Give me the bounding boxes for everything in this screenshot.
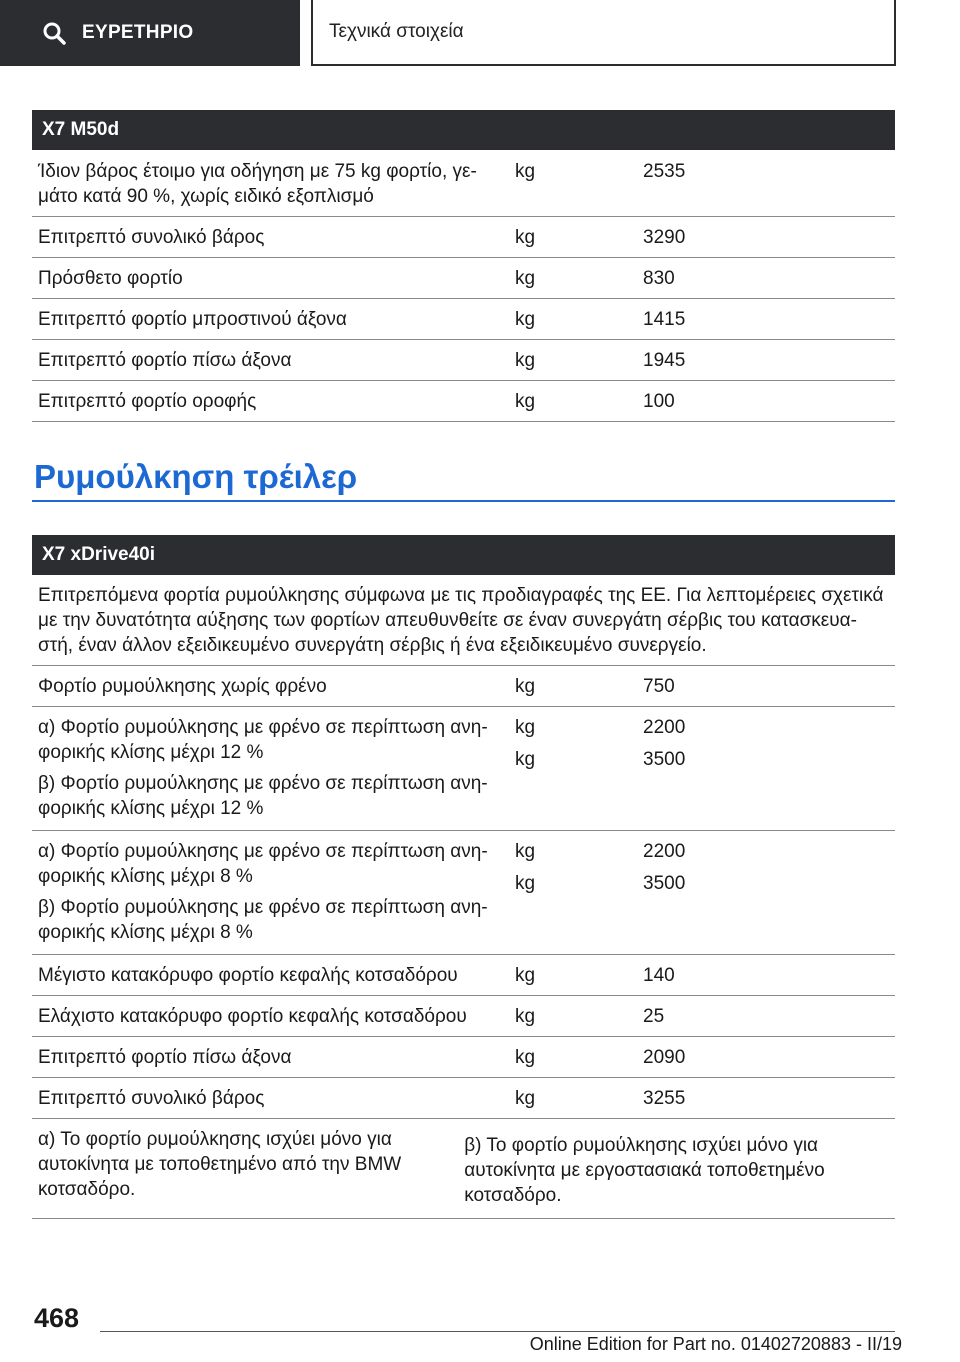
row-label-b: β) Φορτίο ρυμούλκησης με φρένο σε περίπτωση ανη-φορικής κλίσης μέχρι 8 % — [38, 897, 488, 943]
row-label: Επιτρεπτό συνολικό βάρος — [38, 1088, 265, 1109]
row-value: 750 — [643, 676, 675, 697]
row-label: Επιτρεπτό φορτίο μπροστινού άξονα — [38, 309, 347, 330]
row-value: 3290 — [643, 227, 686, 248]
row-unit-a: kg — [515, 717, 536, 738]
row-value: 25 — [643, 1006, 665, 1027]
row-value: 1945 — [643, 350, 686, 371]
weights-table-title: X7 M50d — [32, 110, 895, 150]
row-value-b: 3500 — [643, 873, 686, 894]
row-label-a: α) Φορτίο ρυμούλκησης με φρένο σε περίπτωση ανη-φορικής κλίσης μέχρι 12 % — [38, 717, 488, 763]
row-label: Επιτρεπτό φορτίο οροφής — [38, 391, 257, 412]
row-label: Επιτρεπτό φορτίο πίσω άξονα — [38, 350, 292, 371]
row-unit: kg — [515, 268, 536, 289]
table-row — [32, 381, 895, 422]
row-unit: kg — [515, 1006, 536, 1027]
row-label: Πρόσθετο φορτίο — [38, 268, 183, 289]
index-button[interactable] — [0, 0, 300, 66]
row-value: 100 — [643, 391, 675, 412]
row-value-b: 3500 — [643, 749, 686, 770]
search-icon — [42, 21, 66, 45]
row-label: Επιτρεπτό φορτίο πίσω άξονα — [38, 1047, 292, 1068]
towing-intro — [32, 575, 895, 666]
row-unit-b: kg — [515, 749, 536, 770]
row-unit: kg — [515, 350, 536, 371]
table-row — [32, 340, 895, 381]
row-value-a: 2200 — [643, 717, 686, 738]
table-row — [32, 955, 895, 996]
towing-table — [32, 535, 895, 1219]
note: β) Το φορτίο ρυμούλκησης ισχύει μόνο για αυτοκίνητα με εργοστασιακά τοποθετημένο κοτσαδόρο. — [464, 1135, 825, 1206]
table-row — [32, 666, 895, 707]
row-unit: kg — [515, 676, 536, 697]
row-label: Ελάχιστο κατακόρυφο φορτίο κεφαλής κοτσαδόρου — [38, 1006, 467, 1027]
table-row — [32, 217, 895, 258]
row-label: Επιτρεπτό συνολικό βάρος — [38, 227, 265, 248]
table-row — [32, 258, 895, 299]
row-unit: kg — [515, 1088, 536, 1109]
row-unit: kg — [515, 391, 536, 412]
table-row — [32, 707, 895, 831]
edition-text: Online Edition for Part no. 01402720883 - II/19 — [529, 1334, 902, 1354]
towing-notes — [32, 1119, 895, 1219]
row-value: 1415 — [643, 309, 686, 330]
row-value-a: 2200 — [643, 841, 686, 862]
row-unit: kg — [515, 227, 536, 248]
row-label: Μέγιστο κατακόρυφο φορτίο κεφαλής κοτσαδόρου — [38, 965, 458, 986]
table-row — [32, 150, 895, 217]
towing-table-title: X7 xDrive40i — [32, 535, 895, 575]
section-heading: Ρυμούλκηση τρέιλερ — [32, 458, 895, 502]
row-value: 2090 — [643, 1047, 686, 1068]
row-unit-b: kg — [515, 873, 536, 894]
page-footer — [0, 1295, 960, 1362]
footer-divider — [100, 1331, 895, 1332]
row-value: 2535 — [643, 161, 686, 182]
table-row — [32, 1037, 895, 1078]
index-label: ΕΥΡΕΤΗΡΙΟ — [82, 22, 194, 43]
breadcrumb[interactable] — [311, 0, 896, 66]
table-row — [32, 299, 895, 340]
row-label-b: β) Φορτίο ρυμούλκησης με φρένο σε περίπτωση ανη-φορικής κλίσης μέχρι 12 % — [38, 773, 488, 819]
row-value: 830 — [643, 268, 675, 289]
row-value: 3255 — [643, 1088, 686, 1109]
row-unit: kg — [515, 161, 536, 182]
row-unit: kg — [515, 309, 536, 330]
weights-table — [32, 110, 895, 422]
breadcrumb-label: Τεχνικά στοιχεία — [329, 21, 464, 42]
row-unit: kg — [515, 965, 536, 986]
row-label: Ίδιον βάρος έτοιμο για οδήγηση με 75 kg φορτίο, γε-μάτο κατά 90 %, χωρίς ειδικό εξοπλισμό — [38, 161, 477, 207]
table-row — [32, 996, 895, 1037]
note: α) Το φορτίο ρυμούλκησης ισχύει μόνο για αυτοκίνητα με τοποθετημένο από την BMW κοτσαδόρο. — [38, 1129, 402, 1200]
row-label-a: α) Φορτίο ρυμούλκησης με φρένο σε περίπτωση ανη-φορικής κλίσης μέχρι 8 % — [38, 841, 488, 887]
row-label: Φορτίο ρυμούλκησης χωρίς φρένο — [38, 676, 327, 697]
table-row — [32, 1078, 895, 1119]
table-row — [32, 831, 895, 955]
top-bar — [0, 0, 960, 66]
intro-text: Επιτρεπόμενα φορτία ρυμούλκησης σύμφωνα με τις προδιαγραφές της ΕΕ. Για λεπτομέρειες σχετικά με την δυνατότητα αύξησης των φορτίων απευθυνθείτε σε έναν συνεργάτη σέρβις του κατασκευα-στή, έναν άλλον εξειδικευμένο συνεργάτη σέρβις ή ένα εξειδικευμένο συνεργείο. — [38, 585, 884, 656]
row-unit: kg — [515, 1047, 536, 1068]
row-value: 140 — [643, 965, 675, 986]
page-number: 468 — [34, 1303, 80, 1333]
row-unit-a: kg — [515, 841, 536, 862]
